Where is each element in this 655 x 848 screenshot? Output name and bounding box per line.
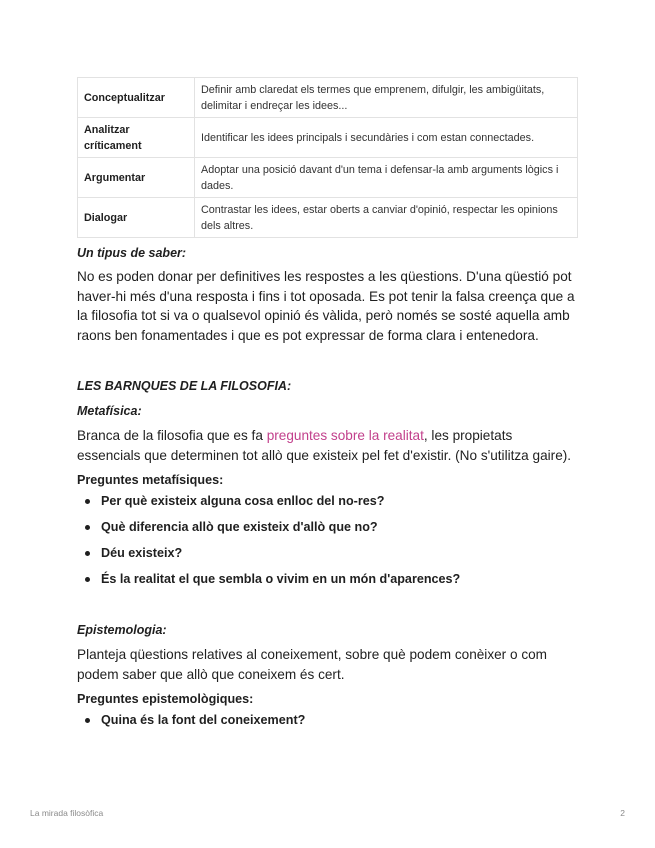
table-desc: Identificar les idees principals i secundàries i com estan connectades. <box>195 118 578 158</box>
saber-paragraph: No es poden donar per definitives les respostes a les qüestions. D'una qüestió pot haver-hi més d'una resposta i fins i tot oposada. Es pot tenir la falsa creença que a la filosofia tot si va o qualsevol opinió és vàlida, però només se sosté aquella amb raons ben fonamentades i que es pot expressar de forma clara i entenedora. <box>77 269 575 343</box>
table-row <box>78 78 578 118</box>
epistemologia-paragraph: Planteja qüestions relatives al coneixement, sobre què podem conèixer o com podem saber que allò que coneixem és cert. <box>77 647 548 682</box>
bullet-icon <box>85 551 90 556</box>
metafisica-paragraph <box>77 426 578 465</box>
metafisica-questions <box>77 493 578 587</box>
table-term: Conceptualitzar <box>78 78 195 118</box>
metafisica-text-after: , les propietats essencials que determinen tot allò que existeix pel fet d'existir. (No s'utilitza gaire). <box>77 428 572 463</box>
realitat-link[interactable]: preguntes sobre la realitat <box>266 428 424 443</box>
footer-title: La mirada filosòfica <box>30 808 104 818</box>
bullet-icon <box>85 718 90 723</box>
bullet-icon <box>85 525 90 530</box>
table-term: Argumentar <box>78 158 195 198</box>
table-desc: Contrastar les idees, estar oberts a canviar d'opinió, respectar les opinions dels altres. <box>195 198 578 238</box>
metafisica-questions-heading: Preguntes metafísiques: <box>77 473 224 487</box>
table-row <box>78 158 578 198</box>
table-term: Analitzar críticament <box>78 118 195 158</box>
branques-heading: LES BARNQUES DE LA FILOSOFIA: <box>77 379 292 393</box>
table-row <box>78 198 578 238</box>
skills-table <box>77 77 578 238</box>
table-desc: Adoptar una posició davant d'un tema i defensar-la amb arguments lògics i dades. <box>195 158 578 198</box>
page-number: 2 <box>620 808 625 818</box>
table-desc: Definir amb claredat els termes que emprenem, difulgir, les ambigüitats, delimitar i endreçar les idees... <box>195 78 578 118</box>
page-content <box>77 77 578 728</box>
list-item: Què diferencia allò que existeix d'allò que no? <box>77 519 578 535</box>
list-item: Per què existeix alguna cosa enlloc del no-res? <box>77 493 578 509</box>
saber-heading: Un tipus de saber: <box>77 246 187 260</box>
epistemologia-heading: Epistemologia: <box>77 623 167 637</box>
list-item: És la realitat el que sembla o vivim en un món d'aparences? <box>77 571 578 587</box>
metafisica-heading: Metafísica: <box>77 404 142 418</box>
list-item: Déu existeix? <box>77 545 578 561</box>
table-term: Dialogar <box>78 198 195 238</box>
epistemologia-questions <box>77 712 578 728</box>
table-row <box>78 118 578 158</box>
bullet-icon <box>85 577 90 582</box>
metafisica-text-before: Branca de la filosofia que es fa <box>77 428 267 443</box>
list-item: Quina és la font del coneixement? <box>77 712 578 728</box>
epistemologia-questions-heading: Preguntes epistemològiques: <box>77 692 254 706</box>
bullet-icon <box>85 499 90 504</box>
